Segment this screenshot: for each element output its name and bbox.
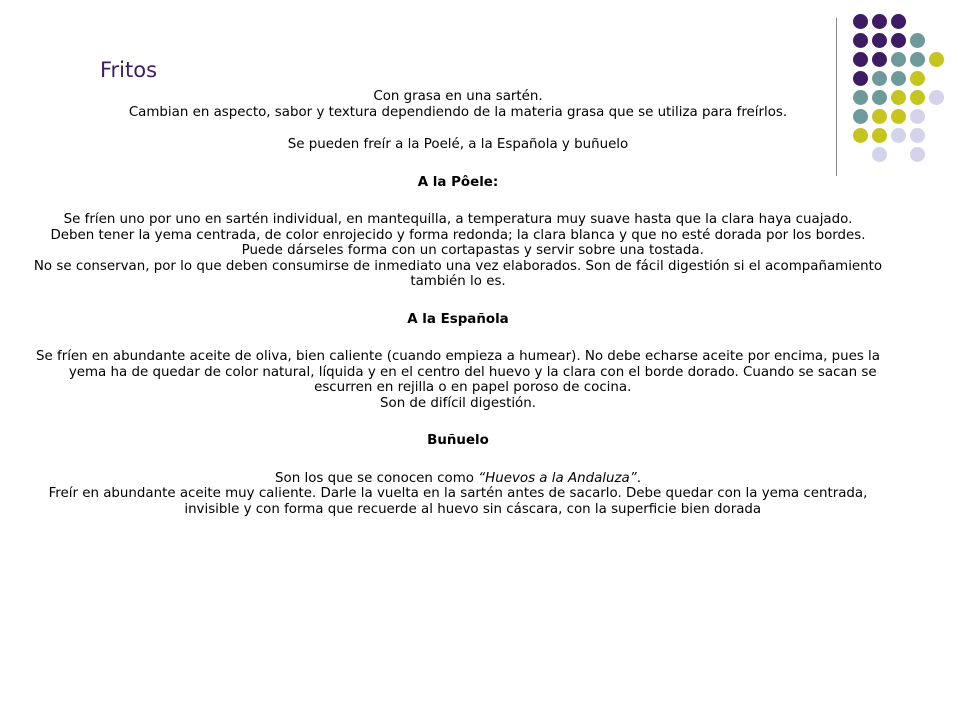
decorative-dot [872, 14, 887, 29]
decorative-dot [910, 90, 925, 105]
poele-paragraph-3: No se conservan, por lo que deben consumirse de inmediato una vez elaborados. Son de fácil digestión si el acompañamiento también lo es. [33, 258, 883, 289]
decorative-dot [910, 52, 925, 67]
decorative-dot [910, 109, 925, 124]
bunuelo-paragraph-1 [28, 471, 888, 487]
bunuelo-paragraph-1-prefix: Son los que se conocen como [275, 470, 479, 486]
decorative-dot [891, 14, 906, 29]
decorative-dot [891, 109, 906, 124]
decorative-dot [853, 33, 868, 48]
decorative-dot [929, 90, 944, 105]
decorative-dot [853, 52, 868, 67]
decorative-dot [872, 52, 887, 67]
decorative-dot [929, 52, 944, 67]
bunuelo-paragraph-1-suffix: . [636, 470, 641, 486]
intro-line-3: Se pueden freír a la Poelé, a la Española y buñuelo [287, 137, 629, 152]
decorative-dot [891, 71, 906, 86]
bunuelo-heading: Buñuelo [427, 433, 489, 448]
decorative-dot [891, 90, 906, 105]
decorative-dot [910, 71, 925, 86]
espanola-paragraph-1: Se fríen en abundante aceite de oliva, bien caliente (cuando empieza a humear). No debe echarse aceite por encima, pues la yema ha de quedar de color natural, líquida y en el centro del huevo y la clara con el borde dorado. Cuando se sacan se escurren en rejilla o en papel poroso de cocina. [35, 349, 880, 395]
espanola-heading: A la Española [407, 311, 509, 327]
decorative-dot [910, 33, 925, 48]
poele-heading: A la Pôele: [417, 174, 499, 190]
decorative-dot [910, 147, 925, 162]
title: Fritos [100, 58, 158, 82]
decorative-dot [891, 128, 906, 143]
poele-paragraph-1: Se fríen uno por uno en sartén individual, en mantequilla, a temperatura muy suave hasta que la clara haya cuajado. [63, 212, 853, 227]
decorative-dot [853, 14, 868, 29]
slide-content [28, 89, 888, 517]
decorative-dot [872, 33, 887, 48]
decorative-dot [853, 71, 868, 86]
bunuelo-paragraph-2: Freír en abundante aceite muy caliente. Darle la vuelta en la sartén antes de sacarlo. Debe quedar con la yema centrada, invisible y con forma que recuerde al huevo sin cáscara, con la superficie bien dorada [48, 486, 868, 517]
decorative-dot [872, 71, 887, 86]
poele-paragraph-2: Deben tener la yema centrada, de color enrojecido y forma redonda; la clara blanca y que no esté dorada por los bordes. Puede dárseles forma con un cortapastas y servir sobre una tostada. [50, 227, 866, 258]
intro-line-1: Con grasa en una sartén. [373, 89, 543, 104]
decorative-dot [910, 128, 925, 143]
bunuelo-dish-name: “Huevos a la Andaluza” [478, 470, 637, 486]
intro-line-2: Cambian en aspecto, sabor y textura dependiendo de la materia grasa que se utiliza para freírlos. [128, 104, 788, 120]
decorative-dot [891, 33, 906, 48]
espanola-paragraph-2: Son de difícil digestión. [380, 395, 536, 411]
decorative-dot [891, 52, 906, 67]
